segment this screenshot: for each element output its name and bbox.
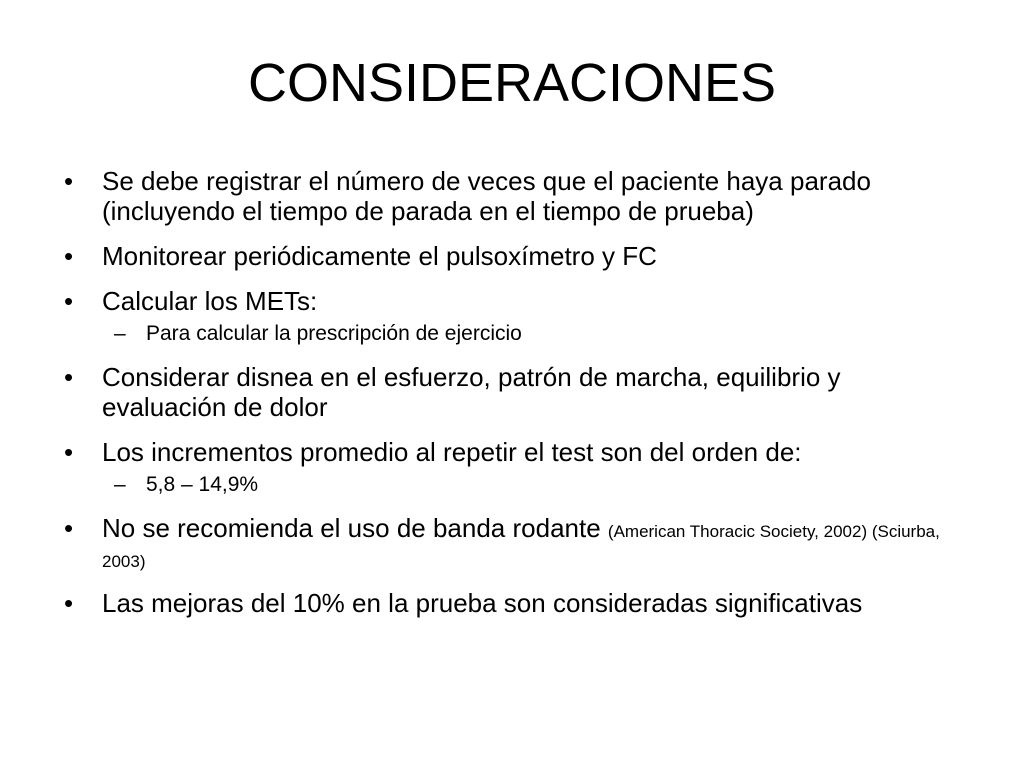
bullet-text: Monitorear periódicamente el pulsoxímetro y FC: [102, 241, 657, 271]
bullet-marker: •: [64, 588, 74, 618]
bullet-item-3: [64, 286, 964, 316]
bullet-list: [64, 166, 964, 633]
bullet-marker: •: [64, 513, 74, 543]
bullet-item-1: [64, 166, 964, 226]
sub-bullet-text: 5,8 – 14,9%: [146, 473, 259, 496]
bullet-text: Las mejoras del 10% en la prueba son consideradas significativas: [102, 588, 863, 618]
bullet-marker: •: [64, 286, 74, 316]
bullet-text: Se debe registrar el número de veces que el paciente haya parado (incluyendo el tiempo de parada en el tiempo de prueba): [102, 166, 871, 226]
bullet-item-7: [64, 588, 964, 618]
bullet-item-5: [64, 437, 964, 467]
bullet-text: Considerar disnea en el esfuerzo, patrón de marcha, equilibrio y evaluación de dolor: [102, 362, 841, 422]
bullet-marker: •: [64, 362, 74, 392]
bullet-marker: •: [64, 166, 74, 196]
sub-bullet-text: Para calcular la prescripción de ejercicio: [146, 322, 522, 345]
bullet-item-2: [64, 241, 964, 271]
sub-bullet-item-3: [64, 321, 964, 347]
bullet-text: Calcular los METs:: [102, 286, 318, 316]
bullet-marker: •: [64, 437, 74, 467]
bullet-text: Los incrementos promedio al repetir el test son del orden de:: [102, 437, 802, 467]
sub-bullet-item-5: [64, 472, 964, 498]
bullet-text: No se recomienda el uso de banda rodante: [102, 513, 601, 543]
bullet-item-4: [64, 362, 964, 422]
sub-bullet-marker: –: [114, 473, 126, 496]
citation-text: (American Thoracic Society, 2002) (Sciurba, 2003): [102, 522, 940, 571]
slide-title: CONSIDERACIONES: [247, 53, 777, 113]
sub-bullet-marker: –: [114, 322, 126, 345]
bullet-item-6: [64, 513, 964, 573]
bullet-marker: •: [64, 241, 74, 271]
